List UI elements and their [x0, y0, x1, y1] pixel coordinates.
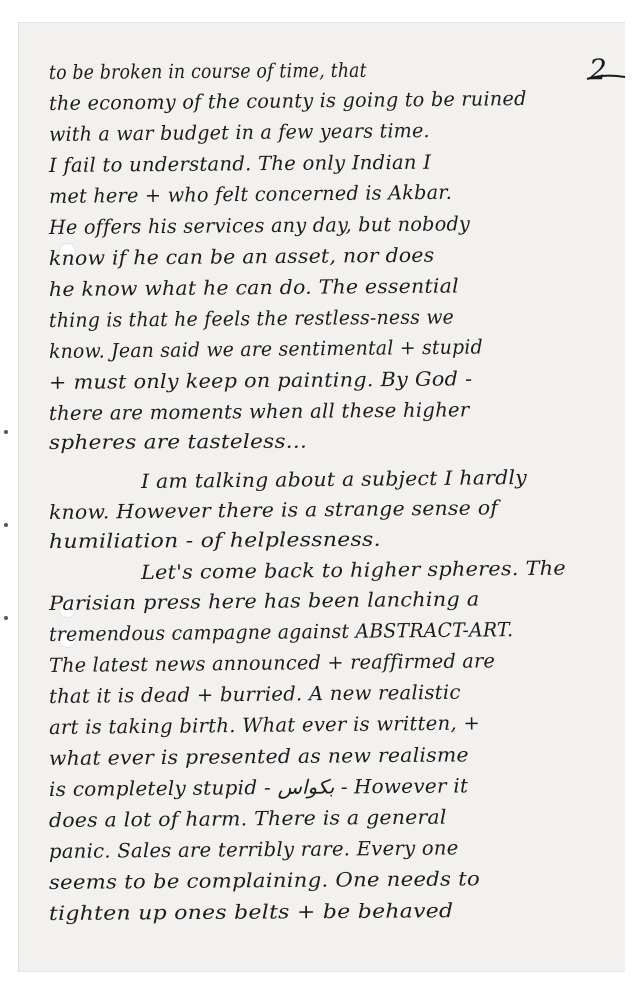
handwritten-line: there are moments when all these higher [48, 398, 470, 425]
handwritten-line: met here + who felt concerned is Akbar. [48, 180, 453, 208]
handwritten-line: The latest news announced + reaffirmed are [48, 649, 496, 677]
handwritten-line: humiliation - of helplessness. [48, 527, 381, 553]
handwritten-line: Let's come back to higher spheres. The [140, 556, 566, 584]
handwritten-line: seems to be complaining. One needs to [48, 867, 481, 894]
binder-dot [4, 430, 8, 434]
handwritten-line: I fail to understand. The only Indian I [48, 150, 432, 177]
handwritten-line: know. Jean said we are sentimental + stupid [48, 335, 483, 363]
handwritten-line: does a lot of harm. There is a general [48, 805, 447, 832]
page-number-underline [585, 53, 629, 93]
page-number-text: 2 [589, 53, 607, 86]
handwritten-line: he know what he can do. The essential [48, 274, 459, 301]
handwritten-line: tremendous campagne against ABSTRACT-ART. [48, 618, 514, 646]
handwritten-line: He offers his services any day, but nobody [48, 212, 471, 239]
handwritten-line: thing is that he feels the restless-ness we [48, 305, 455, 332]
handwritten-line: know. However there is a strange sense of [48, 496, 499, 524]
binder-dot [4, 616, 8, 620]
handwritten-line: is completely stupid - بکواس - However it [48, 774, 469, 801]
binder-dot [4, 523, 8, 527]
handwritten-line: know if he can be an asset, nor does [48, 243, 435, 270]
handwritten-line: Parisian press here has been lanching a [48, 587, 480, 615]
handwritten-line: what ever is presented as new realisme [48, 743, 469, 770]
handwritten-line: + must only keep on painting. By God - [48, 367, 473, 394]
handwritten-line: that it is dead + burried. A new realistic [48, 680, 461, 708]
handwritten-line: I am talking about a subject I hardly [140, 465, 528, 493]
handwritten-line: art is taking birth. What ever is written, + [48, 711, 481, 739]
handwritten-line: to be broken in course of time, that [48, 58, 367, 84]
page-number [585, 53, 629, 93]
handwritten-line: panic. Sales are terribly rare. Every one [48, 836, 459, 863]
letter-page [18, 22, 625, 972]
handwritten-line: with a war budget in a few years time. [48, 119, 430, 146]
handwritten-line: spheres are tasteless... [48, 429, 308, 454]
handwritten-line: the economy of the county is going to be ruined [48, 86, 527, 115]
handwritten-line: tighten up ones belts + be behaved [48, 899, 454, 925]
